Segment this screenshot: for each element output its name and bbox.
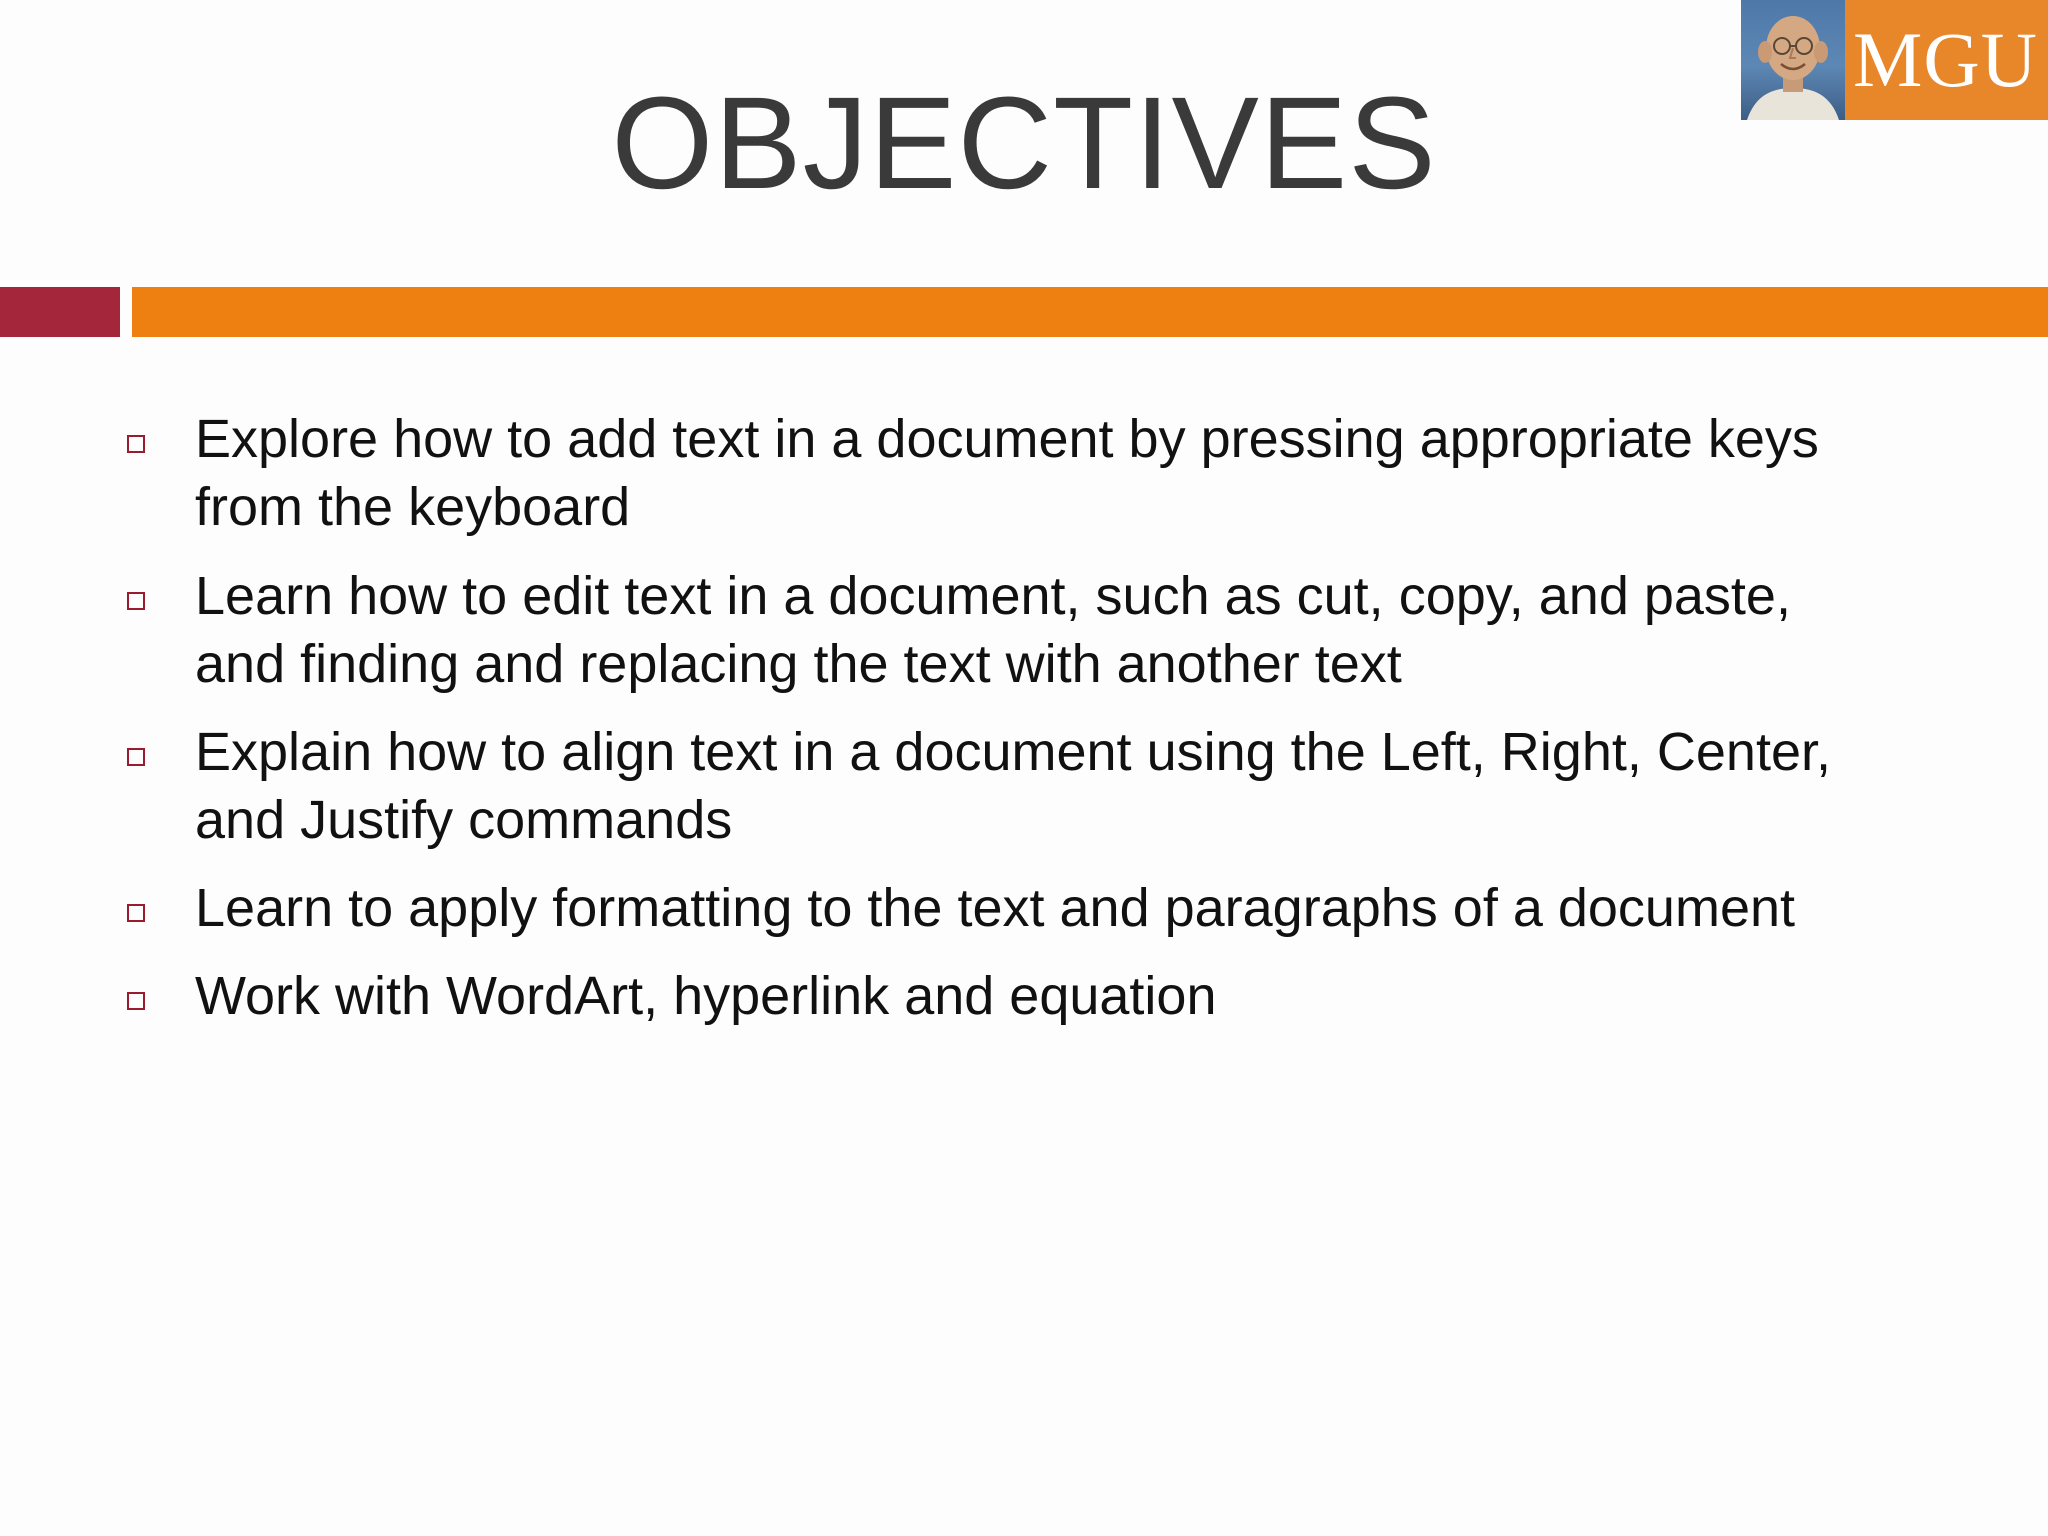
- slide-title: OBJECTIVES: [611, 69, 1437, 216]
- accent-bar-red: [0, 287, 120, 337]
- list-item-line: and Justify commands: [195, 790, 733, 850]
- square-bullet-icon: [127, 992, 145, 1010]
- university-logo: [1741, 0, 2048, 120]
- square-bullet-icon: [127, 748, 145, 766]
- accent-bar-orange: [132, 287, 2048, 337]
- list-item-line: from the keyboard: [195, 477, 631, 537]
- list-item-line: Work with WordArt, hyperlink and equation: [195, 966, 1217, 1026]
- square-bullet-icon: [127, 904, 145, 922]
- portrait-icon: [1741, 0, 1845, 120]
- list-item-line: Learn how to edit text in a document, such as cut, copy, and paste,: [195, 566, 1791, 626]
- square-bullet-icon: [127, 435, 145, 453]
- list-item-line: Learn to apply formatting to the text and paragraphs of a document: [195, 878, 1796, 938]
- logo-text: MGU: [1853, 16, 2039, 103]
- list-item-line: and finding and replacing the text with another text: [195, 634, 1402, 694]
- list-item-line: Explore how to add text in a document by pressing appropriate keys: [195, 409, 1819, 469]
- list-item-line: Explain how to align text in a document using the Left, Right, Center,: [195, 722, 1831, 782]
- square-bullet-icon: [127, 592, 145, 610]
